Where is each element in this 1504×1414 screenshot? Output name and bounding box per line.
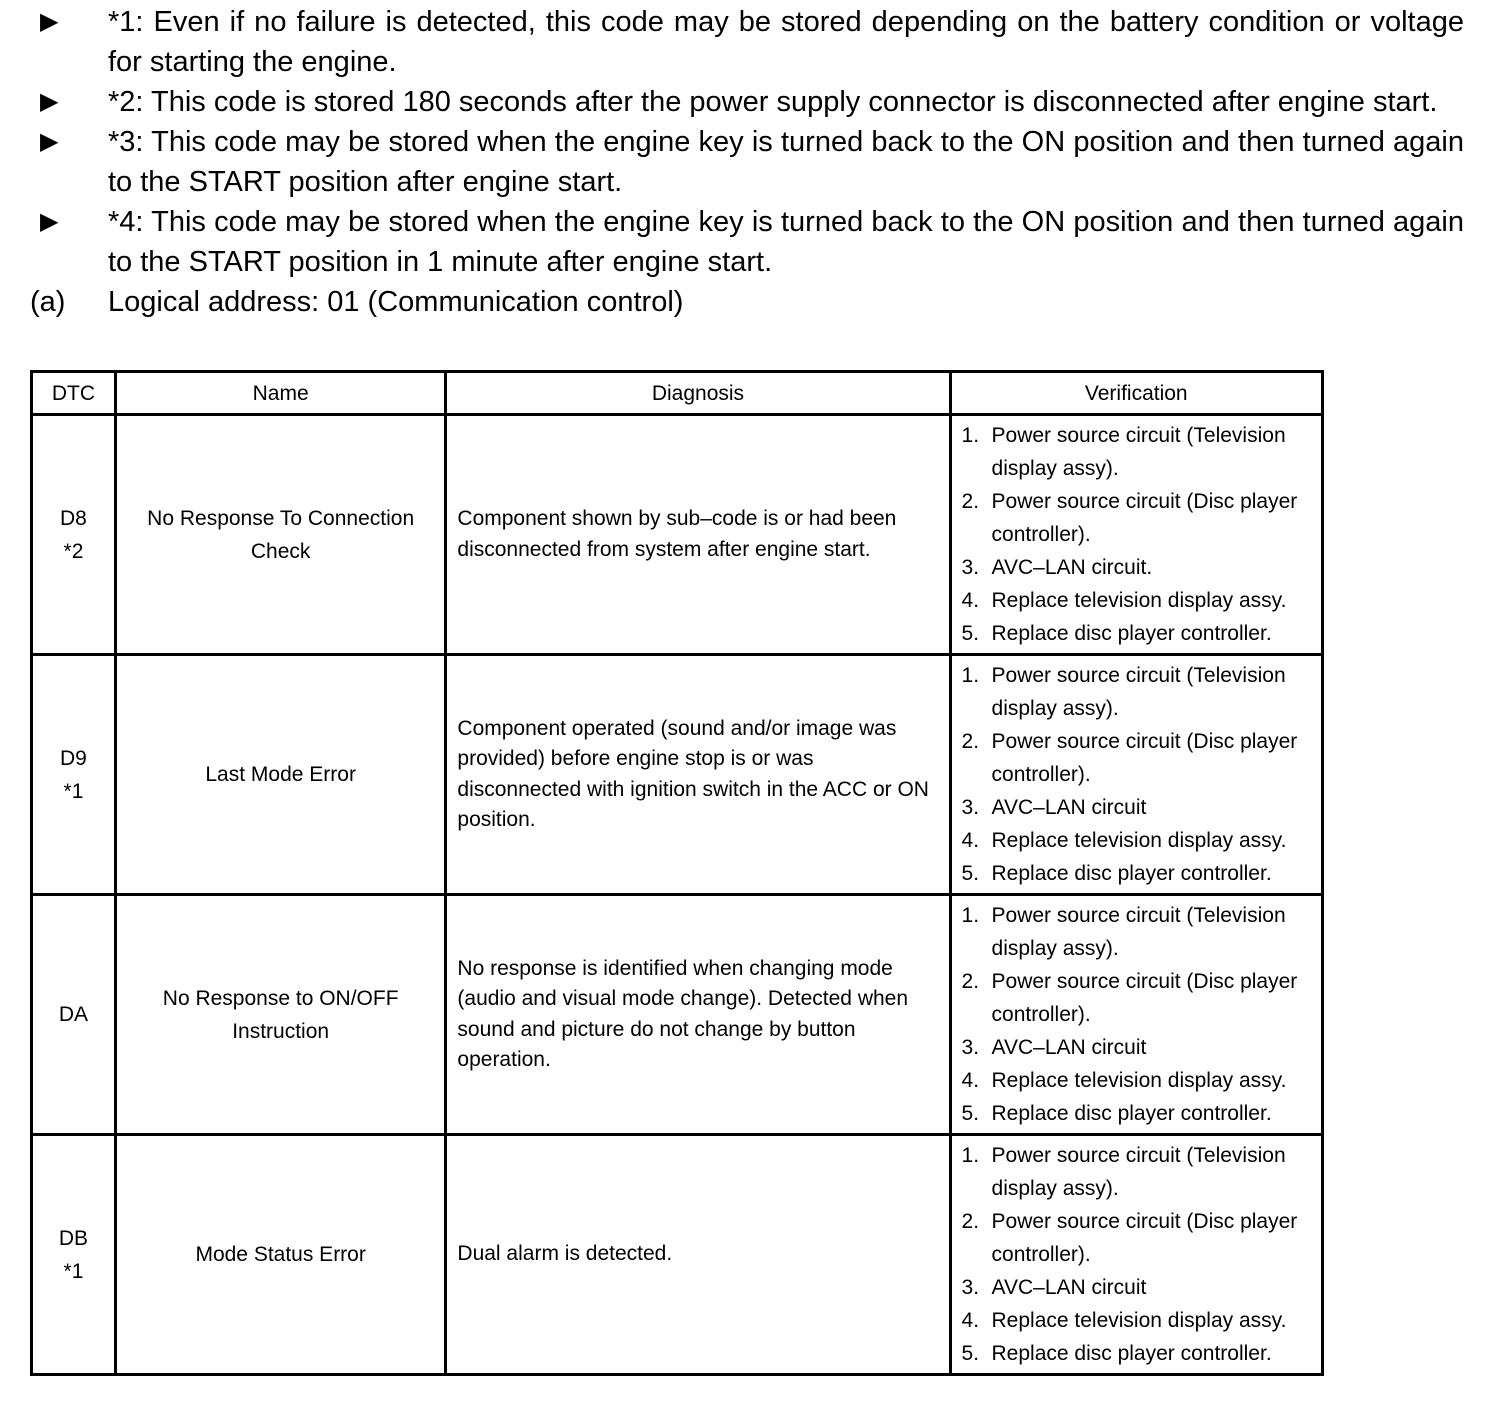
header-verification: Verification — [950, 372, 1322, 415]
step-text: Replace disc player controller. — [991, 1102, 1272, 1125]
verification-cell — [950, 1135, 1322, 1375]
dtc-table — [30, 370, 1324, 1376]
verification-cell — [950, 415, 1322, 655]
dtc-note: *1 — [63, 1259, 84, 1283]
list-item — [962, 485, 1311, 551]
table-row — [32, 895, 1323, 1135]
list-item — [962, 1337, 1311, 1370]
step-number: 2. — [961, 490, 980, 513]
list-item — [962, 791, 1311, 824]
name-cell — [115, 655, 446, 895]
dtc-cell — [32, 895, 116, 1135]
step-number: 4. — [961, 589, 980, 612]
dtc-name: Last Mode Error — [205, 763, 356, 786]
list-item — [962, 725, 1311, 791]
step-number: 1. — [961, 1144, 980, 1167]
diagnosis-cell — [446, 895, 950, 1135]
footnote-text: *1: Even if no failure is detected, this code may be stored depending on the battery condition or voltage for starting the engine. — [108, 6, 1464, 78]
step-text: Replace disc player controller. — [991, 1342, 1272, 1365]
list-item — [962, 617, 1311, 650]
step-text: AVC–LAN circuit — [991, 1276, 1147, 1299]
step-number: 3. — [961, 1276, 980, 1299]
step-text: Power source circuit (Disc player controller). — [991, 970, 1298, 1026]
list-item — [962, 899, 1311, 965]
step-number: 2. — [961, 730, 980, 753]
verification-list — [952, 659, 1321, 890]
verification-cell — [950, 895, 1322, 1135]
list-item — [962, 1271, 1311, 1304]
footnote-text: *2: This code is stored 180 seconds after the power supply connector is disconnected after engine start. — [108, 86, 1438, 118]
triangle-bullet-icon: ▶ — [40, 88, 59, 115]
dtc-name: Mode Status Error — [195, 1243, 366, 1266]
step-number: 3. — [961, 556, 980, 579]
step-text: Power source circuit (Television display assy). — [991, 1144, 1286, 1200]
dtc-name: No Response to ON/OFF Instruction — [162, 986, 399, 1043]
list-item — [962, 1205, 1311, 1271]
step-number: 2. — [961, 1210, 980, 1233]
dtc-code: D8 — [60, 506, 87, 530]
footnote-4 — [30, 202, 1464, 282]
step-text: Replace disc player controller. — [991, 622, 1272, 645]
step-number: 2. — [961, 970, 980, 993]
step-number: 3. — [961, 796, 980, 819]
dtc-code: DB — [58, 1226, 89, 1250]
step-text: Power source circuit (Television display assy). — [991, 664, 1286, 720]
header-diagnosis: Diagnosis — [446, 372, 950, 415]
step-number: 5. — [961, 1102, 980, 1125]
dtc-code: D9 — [60, 746, 87, 770]
list-item — [962, 1064, 1311, 1097]
step-number: 4. — [961, 829, 980, 852]
footnote-list — [30, 2, 1464, 322]
name-cell — [115, 895, 446, 1135]
dtc-cell — [32, 415, 116, 655]
step-text: Power source circuit (Disc player controller). — [991, 490, 1298, 546]
name-cell — [115, 415, 446, 655]
list-item — [962, 584, 1311, 617]
triangle-bullet-icon: ▶ — [40, 8, 59, 35]
verification-list — [952, 1139, 1321, 1370]
dtc-note: *2 — [63, 539, 84, 563]
list-item — [962, 551, 1311, 584]
diagnosis-text: Component operated (sound and/or image was provided) before engine stop is or was disconnected with ignition switch in the ACC or ON position. — [457, 716, 929, 831]
diagnosis-text: Dual alarm is detected. — [457, 1242, 673, 1266]
verification-cell — [950, 655, 1322, 895]
section-heading — [30, 282, 1464, 322]
diagnosis-cell — [446, 415, 950, 655]
footnote-2 — [30, 82, 1464, 122]
dtc-cell — [32, 655, 116, 895]
footnote-text: *3: This code may be stored when the engine key is turned back to the ON position and then turned again to the START position after engine start. — [108, 126, 1464, 198]
dtc-note: *1 — [63, 779, 84, 803]
step-number: 5. — [961, 622, 980, 645]
step-number: 4. — [961, 1069, 980, 1092]
diagnosis-text: No response is identified when changing mode (audio and visual mode change). Detected when sound and picture do not change by button operation. — [457, 956, 909, 1071]
table-header-row — [32, 372, 1323, 415]
step-text: Replace television display assy. — [991, 1069, 1287, 1092]
section-label: (a) — [30, 286, 66, 318]
diagnosis-cell — [446, 655, 950, 895]
step-text: Power source circuit (Television display assy). — [991, 904, 1286, 960]
footnote-3 — [30, 122, 1464, 202]
step-number: 1. — [961, 424, 980, 447]
footnote-text: *4: This code may be stored when the engine key is turned back to the ON position and then turned again to the START position in 1 minute after engine start. — [108, 206, 1464, 278]
verification-list — [952, 899, 1321, 1130]
step-text: Replace television display assy. — [991, 829, 1287, 852]
step-text: Power source circuit (Disc player controller). — [991, 1210, 1298, 1266]
triangle-bullet-icon: ▶ — [40, 128, 59, 155]
step-number: 5. — [961, 862, 980, 885]
step-text: Power source circuit (Disc player controller). — [991, 730, 1298, 786]
step-text: AVC–LAN circuit — [991, 1036, 1147, 1059]
list-item — [962, 1304, 1311, 1337]
dtc-code: DA — [58, 1003, 89, 1026]
verification-list — [952, 419, 1321, 650]
step-number: 4. — [961, 1309, 980, 1332]
table-row — [32, 415, 1323, 655]
list-item — [962, 659, 1311, 725]
step-number: 1. — [961, 904, 980, 927]
footnote-1 — [30, 2, 1464, 82]
step-text: AVC–LAN circuit. — [991, 556, 1153, 579]
list-item — [962, 1097, 1311, 1130]
list-item — [962, 1031, 1311, 1064]
dtc-name: No Response To Connection Check — [147, 506, 415, 563]
step-text: Power source circuit (Television display assy). — [991, 424, 1286, 480]
header-name: Name — [115, 372, 446, 415]
step-number: 5. — [961, 1342, 980, 1365]
table-row — [32, 655, 1323, 895]
list-item — [962, 965, 1311, 1031]
diagnosis-cell — [446, 1135, 950, 1375]
list-item — [962, 857, 1311, 890]
step-text: Replace television display assy. — [991, 589, 1287, 612]
step-text: Replace disc player controller. — [991, 862, 1272, 885]
table-row — [32, 1135, 1323, 1375]
list-item — [962, 419, 1311, 485]
list-item — [962, 1139, 1311, 1205]
name-cell — [115, 1135, 446, 1375]
section-title: Logical address: 01 (Communication control) — [108, 286, 684, 318]
dtc-cell — [32, 1135, 116, 1375]
header-dtc: DTC — [32, 372, 116, 415]
step-text: AVC–LAN circuit — [991, 796, 1147, 819]
step-text: Replace television display assy. — [991, 1309, 1287, 1332]
step-number: 1. — [961, 664, 980, 687]
triangle-bullet-icon: ▶ — [40, 208, 59, 235]
diagnosis-text: Component shown by sub–code is or had been disconnected from system after engine start. — [457, 507, 897, 561]
step-number: 3. — [961, 1036, 980, 1059]
list-item — [962, 824, 1311, 857]
